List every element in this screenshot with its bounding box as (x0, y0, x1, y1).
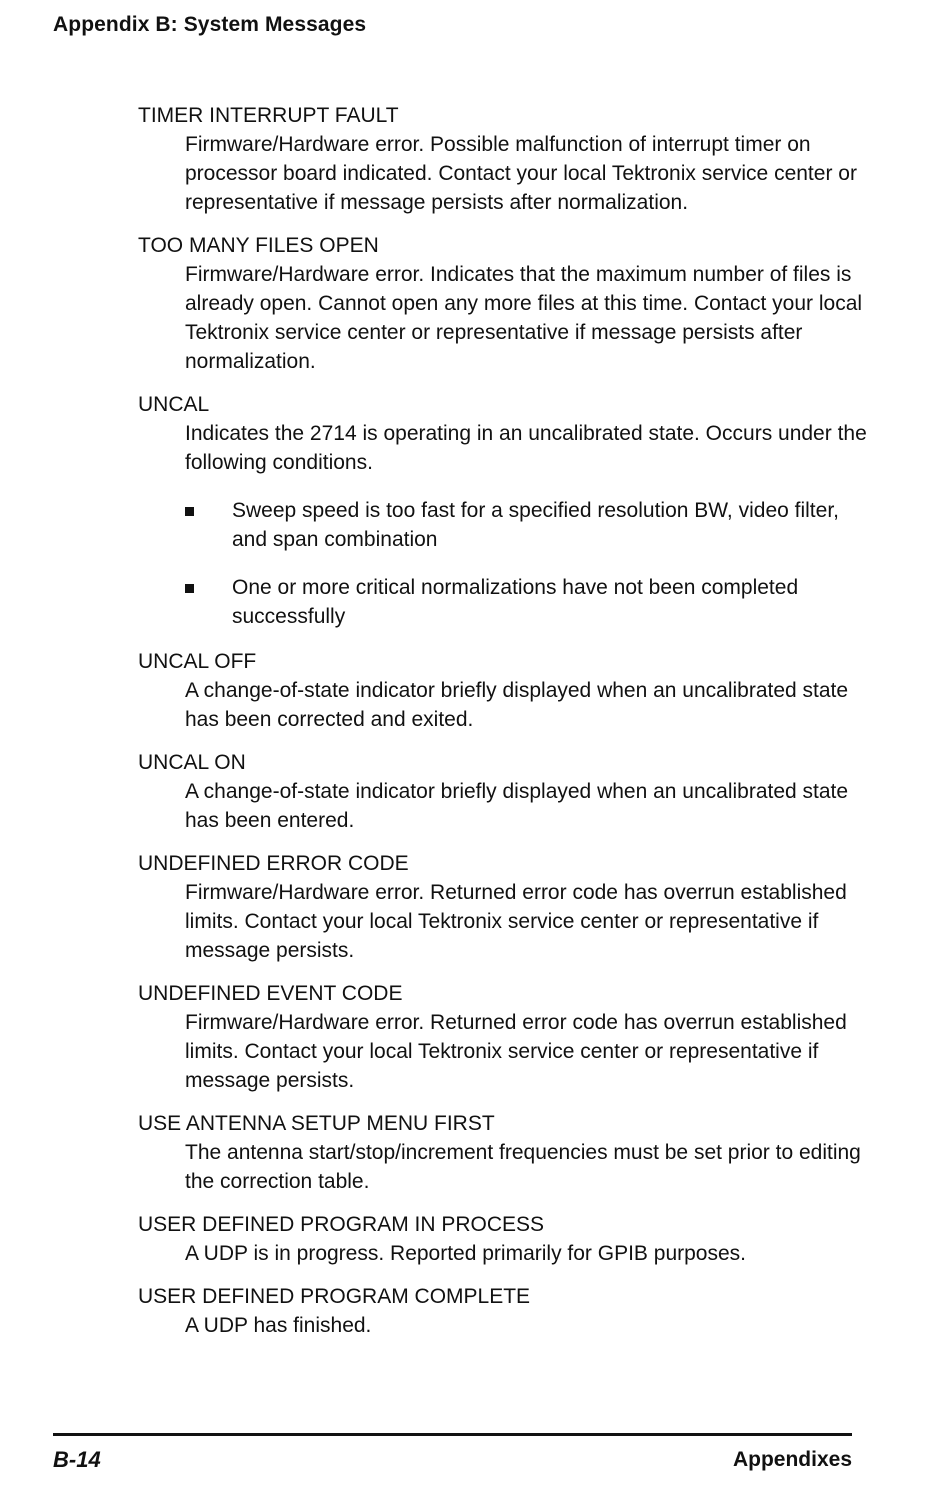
message-title: UNCAL OFF (138, 650, 257, 673)
page-header-title: Appendix B: System Messages (53, 13, 367, 36)
message-description: A change-of-state indicator briefly displayed when an uncalibrated state has been entered. (185, 780, 849, 832)
message-description: Firmware/Hardware error. Returned error code has overrun established limits. Contact your local Tektronix service center or representative if message persists. (185, 1011, 847, 1092)
message-description: Firmware/Hardware error. Indicates that the maximum number of files is already open. Cannot open any more files at this time. Contact your local Tektronix service center or representative if message persists after normalization. (185, 263, 863, 373)
condition-item (185, 496, 878, 554)
message-list (138, 101, 878, 1354)
message-title: UNCAL ON (138, 751, 246, 774)
square-bullet-icon (185, 584, 194, 593)
message-description: Firmware/Hardware error. Possible malfunction of interrupt timer on processor board indicated. Contact your local Tektronix service center or representative if message persists after normalization. (185, 133, 857, 214)
message-title: USER DEFINED PROGRAM IN PROCESS (138, 1213, 545, 1236)
message-description: The antenna start/stop/increment frequencies must be set prior to editing the correction table. (185, 1141, 861, 1193)
condition-text: Sweep speed is too fast for a specified resolution BW, video filter, and span combination (232, 499, 839, 551)
message-entry (138, 748, 878, 835)
page-number: B-14 (53, 1447, 101, 1472)
square-bullet-icon (185, 507, 194, 516)
message-description: Firmware/Hardware error. Returned error code has overrun established limits. Contact your local Tektronix service center or representative if message persists. (185, 881, 847, 962)
message-entry (138, 1109, 878, 1196)
message-entry (138, 101, 878, 217)
footer-section-title: Appendixes (732, 1448, 852, 1471)
message-description: A change-of-state indicator briefly displayed when an uncalibrated state has been corrected and exited. (185, 679, 849, 731)
message-entry (138, 390, 878, 631)
message-description: A UDP has finished. (185, 1314, 372, 1337)
message-title: UNDEFINED EVENT CODE (138, 982, 403, 1005)
message-title: UNDEFINED ERROR CODE (138, 852, 409, 875)
message-description: Indicates the 2714 is operating in an uncalibrated state. Occurs under the following conditions. (185, 422, 867, 474)
message-entry (138, 1210, 878, 1268)
footer-divider (53, 1433, 852, 1436)
message-entry (138, 979, 878, 1095)
message-entry (138, 849, 878, 965)
message-title: UNCAL (138, 393, 210, 416)
message-title: TIMER INTERRUPT FAULT (138, 104, 399, 127)
message-entry (138, 1282, 878, 1340)
condition-item (185, 573, 878, 631)
message-description: A UDP is in progress. Reported primarily for GPIB purposes. (185, 1242, 747, 1265)
message-entry (138, 231, 878, 376)
message-title: USE ANTENNA SETUP MENU FIRST (138, 1112, 495, 1135)
message-title: TOO MANY FILES OPEN (138, 234, 379, 257)
message-entry (138, 647, 878, 734)
condition-text: One or more critical normalizations have not been completed successfully (232, 576, 799, 628)
message-title: USER DEFINED PROGRAM COMPLETE (138, 1285, 531, 1308)
condition-list (185, 496, 878, 631)
